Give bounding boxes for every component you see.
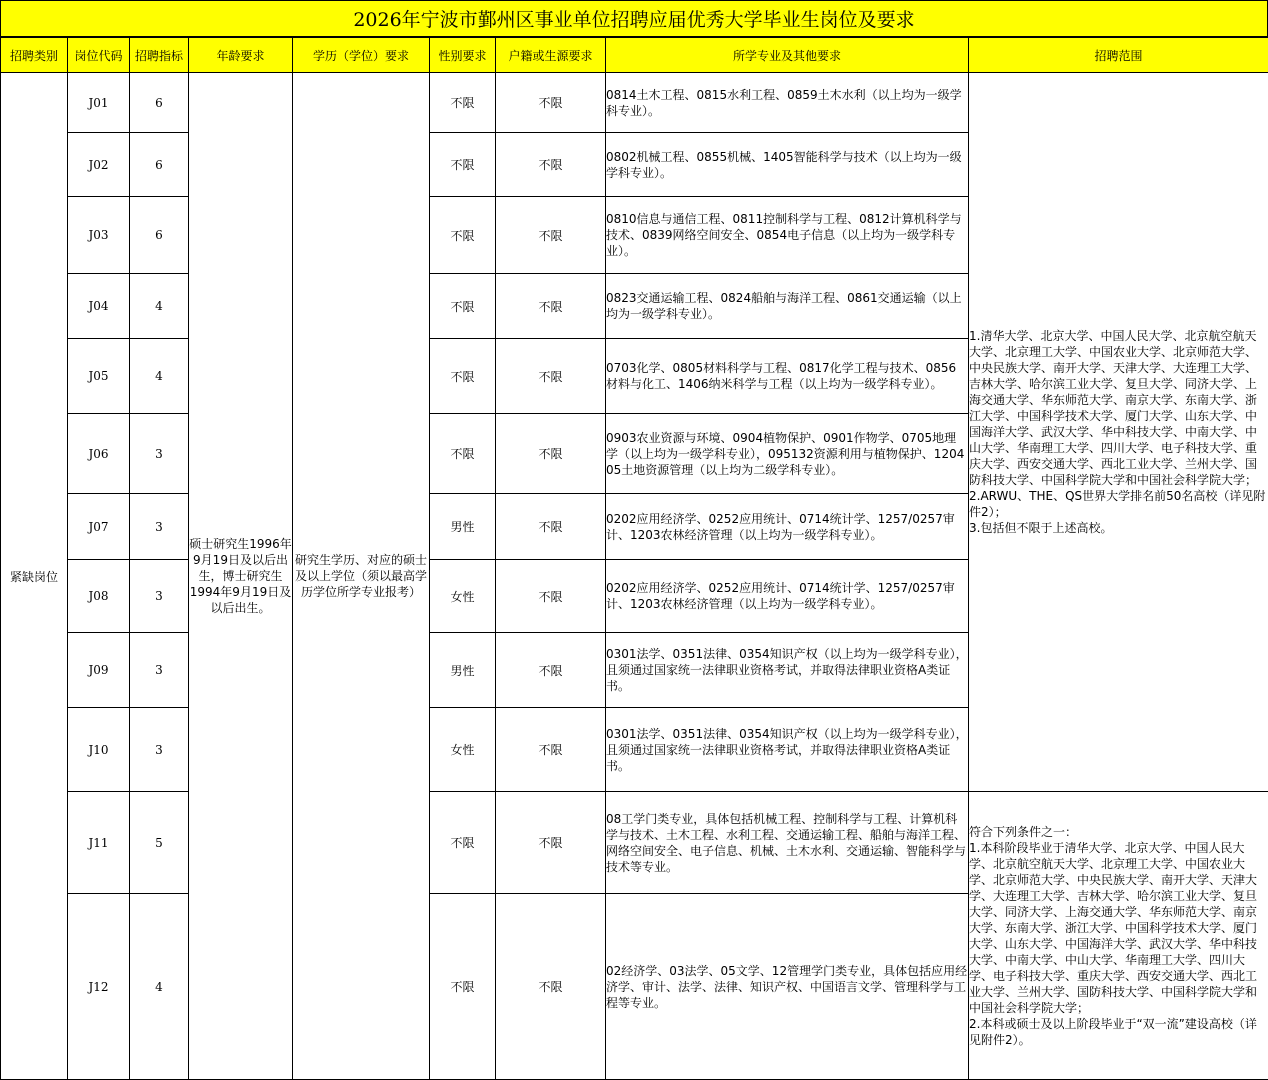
- major-requirement: 0814土木工程、0815水利工程、0859土木水利（以上均为一级学科专业）。: [606, 73, 969, 133]
- hukou-requirement: 不限: [496, 274, 606, 339]
- header-row: [1, 38, 1268, 73]
- hukou-requirement: 不限: [496, 792, 606, 894]
- job-code: J09: [68, 633, 130, 708]
- gender-requirement: 不限: [430, 73, 496, 133]
- header-category: 招聘类别: [1, 38, 68, 73]
- job-count: 5: [130, 792, 189, 894]
- hukou-requirement: 不限: [496, 133, 606, 197]
- job-count: 4: [130, 274, 189, 339]
- major-requirement: 0202应用经济学、0252应用统计、0714统计学、1257/0257审计、1203农林经济管理（以上均为一级学科专业）。: [606, 494, 969, 560]
- header-gender: 性别要求: [430, 38, 496, 73]
- gender-requirement: 不限: [430, 414, 496, 494]
- hukou-requirement: 不限: [496, 339, 606, 414]
- major-requirement: 0301法学、0351法律、0354知识产权（以上均为一级学科专业），且须通过国家统一法律职业资格考试，并取得法律职业资格A类证书。: [606, 708, 969, 792]
- job-code: J05: [68, 339, 130, 414]
- recruitment-scope-b: 符合下列条件之一： 1.本科阶段毕业于清华大学、北京大学、中国人民大学、北京航空航天大学、北京理工大学、中国农业大学、北京师范大学、中央民族大学、南开大学、天津大学、大连理工大学、吉林大学、哈尔滨工业大学、复旦大学、同济大学、上海交通大学、华东师范大学、南京大学、东南大学、浙江大学、中国科学技术大学、厦门大学、山东大学、中国海洋大学、武汉大学、华中科技大学、中南大学、中山大学、华南理工大学、四川大学、电子科技大学、重庆大学、西安交通大学、西北工业大学、兰州大学、国防科技大学、中国科学院大学和中国社会科学院大学； 2.本科或硕士及以上阶段毕业于“双一流”建设高校（详见附件2）。: [969, 792, 1268, 1080]
- major-requirement: 0903农业资源与环境、0904植物保护、0901作物学、0705地理学（以上均为一级学科专业），095132资源利用与植物保护、120405土地资源管理（以上均为二级学科专业）。: [606, 414, 969, 494]
- job-code: J03: [68, 197, 130, 274]
- recruitment-scope-a: 1.清华大学、北京大学、中国人民大学、北京航空航天大学、北京理工大学、中国农业大学、北京师范大学、中央民族大学、南开大学、天津大学、大连理工大学、吉林大学、哈尔滨工业大学、复旦大学、同济大学、上海交通大学、华东师范大学、南京大学、东南大学、浙江大学、中国科学技术大学、厦门大学、山东大学、中国海洋大学、武汉大学、华中科技大学、中南大学、中山大学、华南理工大学、四川大学、电子科技大学、重庆大学、西安交通大学、西北工业大学、兰州大学、国防科技大学、中国科学院大学和中国社会科学院大学； 2.ARWU、THE、QS世界大学排名前50名高校（详见附件2）； 3.包括但不限于上述高校。: [969, 73, 1268, 792]
- header-count: 招聘指标: [130, 38, 189, 73]
- job-code: J08: [68, 560, 130, 633]
- job-count: 6: [130, 73, 189, 133]
- job-count: 3: [130, 494, 189, 560]
- gender-requirement: 男性: [430, 494, 496, 560]
- hukou-requirement: 不限: [496, 414, 606, 494]
- hukou-requirement: 不限: [496, 633, 606, 708]
- age-requirement: 硕士研究生1996年9月19日及以后出生，博士研究生1994年9月19日及以后出生。: [189, 73, 293, 1080]
- gender-requirement: 女性: [430, 560, 496, 633]
- job-count: 6: [130, 133, 189, 197]
- table-row: [1, 73, 1268, 133]
- header-code: 岗位代码: [68, 38, 130, 73]
- major-requirement: 0802机械工程、0855机械、1405智能科学与技术（以上均为一级学科专业）。: [606, 133, 969, 197]
- education-requirement: 研究生学历、对应的硕士及以上学位（须以最高学历学位所学专业报考）: [293, 73, 430, 1080]
- job-table: [0, 37, 1268, 1080]
- header-education: 学历（学位）要求: [293, 38, 430, 73]
- job-count: 4: [130, 339, 189, 414]
- category-cell: 紧缺岗位: [1, 73, 68, 1080]
- job-count: 3: [130, 414, 189, 494]
- gender-requirement: 男性: [430, 633, 496, 708]
- gender-requirement: 不限: [430, 792, 496, 894]
- major-requirement: 0810信息与通信工程、0811控制科学与工程、0812计算机科学与技术、0839网络空间安全、0854电子信息（以上均为一级学科专业）。: [606, 197, 969, 274]
- job-code: J02: [68, 133, 130, 197]
- job-count: 6: [130, 197, 189, 274]
- gender-requirement: 不限: [430, 133, 496, 197]
- job-count: 3: [130, 708, 189, 792]
- gender-requirement: 不限: [430, 274, 496, 339]
- job-code: J07: [68, 494, 130, 560]
- gender-requirement: 不限: [430, 197, 496, 274]
- major-requirement: 08工学门类专业，具体包括机械工程、控制科学与工程、计算机科学与技术、土木工程、水利工程、交通运输工程、船舶与海洋工程、网络空间安全、电子信息、机械、土木水利、交通运输、智能科学与技术等专业。: [606, 792, 969, 894]
- job-count: 4: [130, 894, 189, 1080]
- major-requirement: 02经济学、03法学、05文学、12管理学门类专业，具体包括应用经济学、审计、法学、法律、知识产权、中国语言文学、管理科学与工程等专业。: [606, 894, 969, 1080]
- hukou-requirement: 不限: [496, 73, 606, 133]
- header-hukou: 户籍或生源要求: [496, 38, 606, 73]
- job-code: J12: [68, 894, 130, 1080]
- hukou-requirement: 不限: [496, 494, 606, 560]
- major-requirement: 0823交通运输工程、0824船舶与海洋工程、0861交通运输（以上均为一级学科专业）。: [606, 274, 969, 339]
- job-code: J06: [68, 414, 130, 494]
- page-title: 2026年宁波市鄞州区事业单位招聘应届优秀大学毕业生岗位及要求: [0, 0, 1268, 37]
- header-major: 所学专业及其他要求: [606, 38, 969, 73]
- major-requirement: 0301法学、0351法律、0354知识产权（以上均为一级学科专业），且须通过国家统一法律职业资格考试，并取得法律职业资格A类证书。: [606, 633, 969, 708]
- hukou-requirement: 不限: [496, 197, 606, 274]
- hukou-requirement: 不限: [496, 708, 606, 792]
- gender-requirement: 不限: [430, 894, 496, 1080]
- major-requirement: 0202应用经济学、0252应用统计、0714统计学、1257/0257审计、1203农林经济管理（以上均为一级学科专业）。: [606, 560, 969, 633]
- hukou-requirement: 不限: [496, 560, 606, 633]
- gender-requirement: 不限: [430, 339, 496, 414]
- header-age: 年龄要求: [189, 38, 293, 73]
- gender-requirement: 女性: [430, 708, 496, 792]
- hukou-requirement: 不限: [496, 894, 606, 1080]
- major-requirement: 0703化学、0805材料科学与工程、0817化学工程与技术、0856材料与化工、1406纳米科学与工程（以上均为一级学科专业）。: [606, 339, 969, 414]
- job-count: 3: [130, 633, 189, 708]
- job-code: J04: [68, 274, 130, 339]
- job-code: J10: [68, 708, 130, 792]
- job-code: J01: [68, 73, 130, 133]
- job-code: J11: [68, 792, 130, 894]
- job-count: 3: [130, 560, 189, 633]
- header-scope: 招聘范围: [969, 38, 1268, 73]
